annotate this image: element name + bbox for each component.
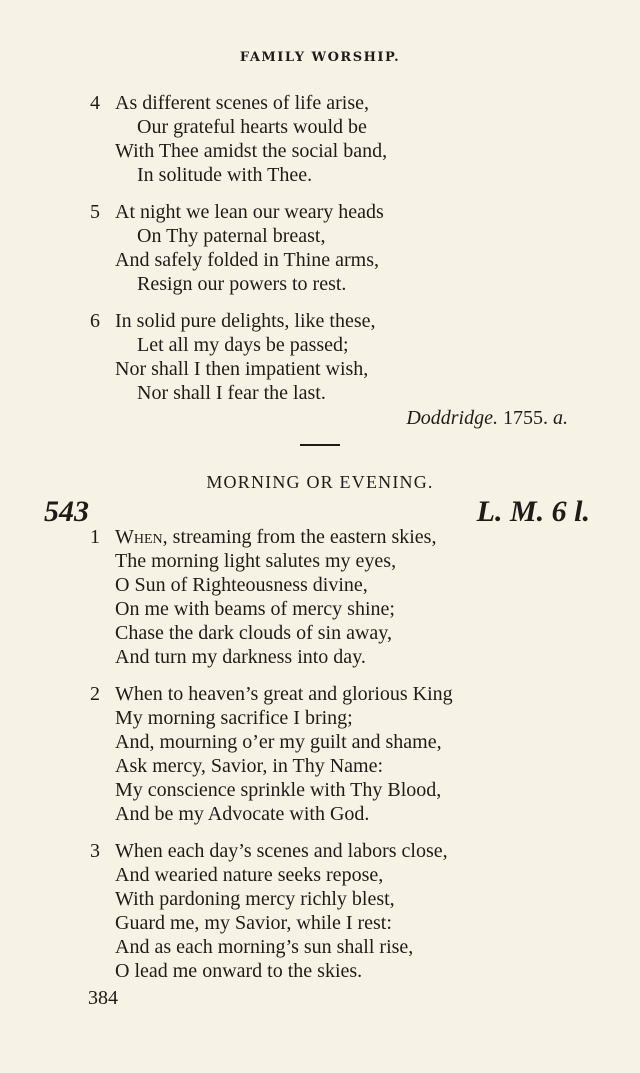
verse-line: Chase the dark clouds of sin away, (115, 622, 392, 644)
verse-line: Resign our powers to rest. (137, 273, 347, 295)
verse-line: When each day’s scenes and labors close, (115, 840, 448, 862)
stanza-number: 6 (90, 310, 100, 332)
verse-line: And turn my darkness into day. (115, 646, 366, 668)
verse-line: Nor shall I then impatient wish, (115, 358, 369, 380)
attribution (406, 407, 568, 430)
verse-line: On me with beams of mercy shine; (115, 598, 395, 620)
verse-line: O lead me onward to the skies. (115, 960, 363, 982)
section-divider (300, 444, 340, 446)
verse-line: The morning light salutes my eyes, (115, 550, 397, 572)
verse-line: And as each morning’s sun shall rise, (115, 936, 414, 958)
verse-line: Our grateful hearts would be (137, 116, 367, 138)
verse-line: And wearied nature seeks repose, (115, 864, 384, 886)
hymn-number: 543 (44, 495, 89, 528)
verse-line: With Thee amidst the social band, (115, 140, 388, 162)
page-number: 384 (88, 987, 118, 1009)
verse-line: In solitude with Thee. (137, 164, 313, 186)
stanza-number: 3 (90, 840, 100, 862)
stanza-number: 5 (90, 201, 100, 223)
verse-line: O Sun of Righteousness divine, (115, 574, 368, 596)
verse-line: As different scenes of life arise, (115, 92, 369, 114)
verse-line: In solid pure delights, like these, (115, 310, 376, 332)
verse-line: And safely folded in Thine arms, (115, 249, 380, 271)
stanza-number: 4 (90, 92, 100, 114)
verse-line: On Thy paternal breast, (137, 225, 326, 247)
running-head: FAMILY WORSHIP. (239, 50, 401, 65)
stanza-number: 1 (90, 526, 100, 548)
verse-line: And, mourning o’er my guilt and shame, (115, 731, 442, 753)
verse-line: My conscience sprinkle with Thy Blood, (115, 779, 442, 801)
hymn-title: MORNING OR EVENING. (206, 472, 434, 492)
author-name: Doddridge. (406, 407, 498, 429)
verse-line: With pardoning mercy richly blest, (115, 888, 395, 910)
opening-word: When, (115, 526, 168, 548)
attribution-note: a. (553, 407, 568, 429)
verse-line: My morning sacrifice I bring; (115, 707, 353, 729)
hymn-meter: L. M. 6 l. (476, 495, 590, 528)
verse-line: At night we lean our weary heads (115, 201, 384, 223)
verse-line: Let all my days be passed; (137, 334, 349, 356)
verse-line: And be my Advocate with God. (115, 803, 370, 825)
verse-line: Ask mercy, Savior, in Thy Name: (115, 755, 384, 777)
stanza-number: 2 (90, 683, 100, 705)
verse-line (115, 525, 436, 549)
verse-line: When to heaven’s great and glorious King (115, 683, 453, 705)
verse-line: Nor shall I fear the last. (137, 382, 326, 404)
attribution-year: 1755. (503, 407, 548, 429)
verse-line-rest: streaming from the eastern skies, (167, 526, 437, 548)
verse-line: Guard me, my Savior, while I rest: (115, 912, 392, 934)
